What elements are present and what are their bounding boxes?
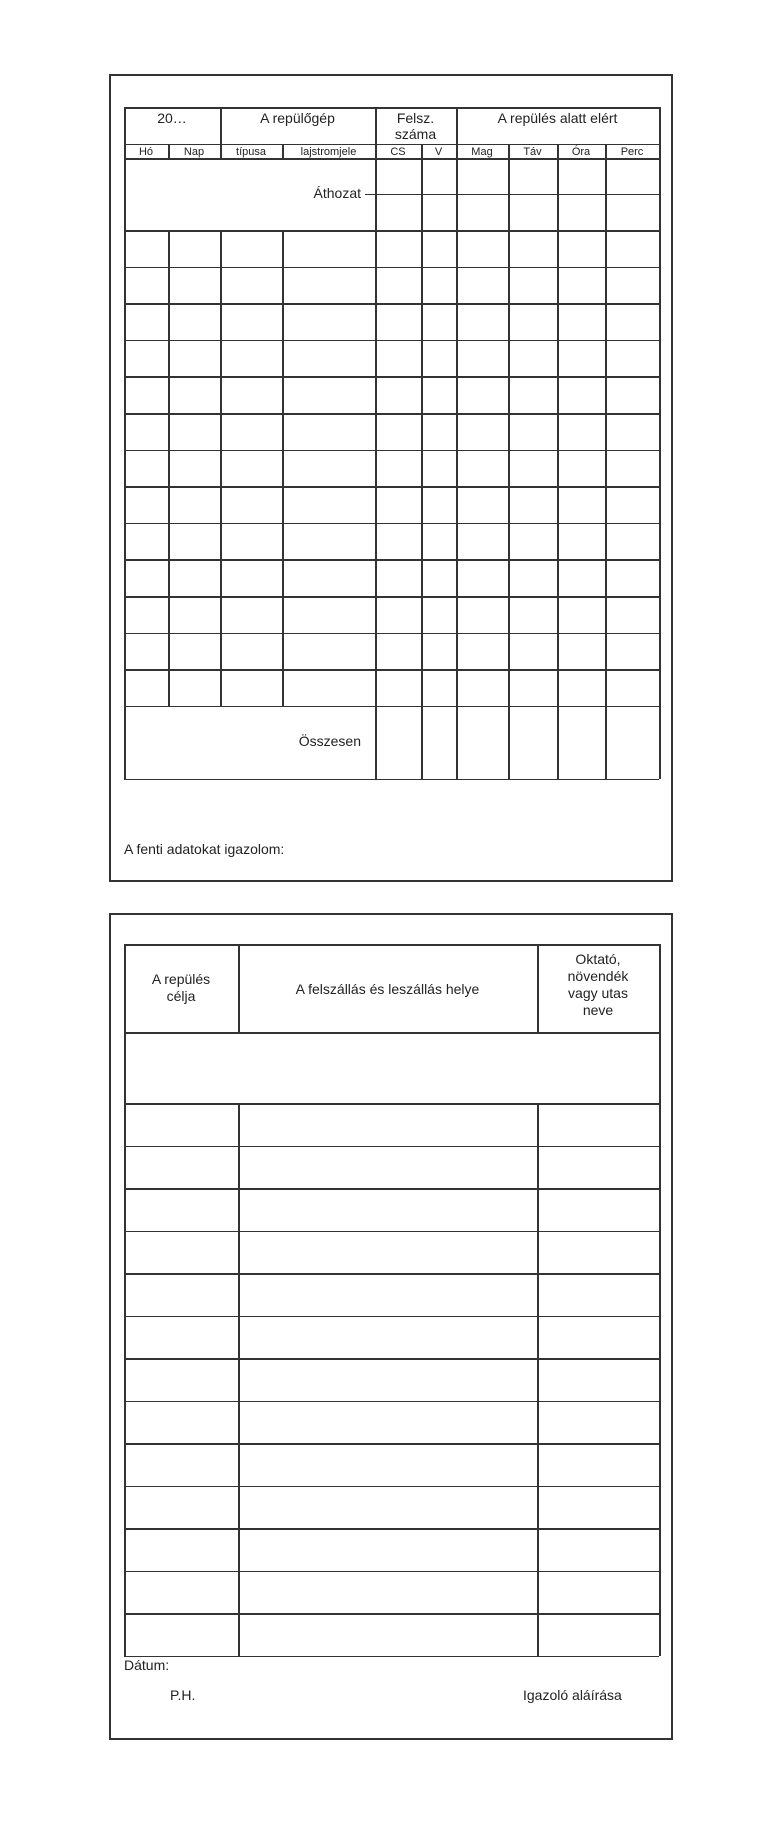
logbook-page-front	[109, 74, 673, 882]
log-cell[interactable]	[559, 415, 604, 449]
log-cell[interactable]	[458, 598, 507, 632]
purpose-header-line2: célja	[166, 988, 196, 1004]
log-cell[interactable]	[559, 635, 604, 669]
log-cell[interactable]	[377, 488, 420, 522]
table-border-right	[659, 107, 661, 779]
log-cell[interactable]	[510, 378, 556, 412]
stamp-label: P.H.	[170, 1687, 196, 1703]
detail-cell[interactable]	[240, 1530, 536, 1570]
detail-cell[interactable]	[240, 1105, 536, 1145]
log-cell[interactable]	[284, 342, 374, 376]
person-header-line4: neve	[582, 1002, 614, 1018]
log-cell[interactable]	[423, 598, 455, 632]
header-divider	[537, 944, 539, 1032]
log-cell[interactable]	[458, 269, 507, 303]
log-cell[interactable]	[458, 378, 507, 412]
log-cell[interactable]	[126, 269, 167, 303]
flight-achieved-header: A repülés alatt elért	[497, 110, 618, 126]
detail-cell[interactable]	[539, 1148, 658, 1188]
carry-stub-line	[365, 194, 375, 195]
header-group-divider	[220, 107, 222, 144]
subheader-divider	[220, 144, 222, 158]
log-cell[interactable]	[423, 378, 455, 412]
log-cell[interactable]	[607, 671, 658, 705]
log-cell[interactable]	[423, 342, 455, 376]
signature-label: Igazoló aláírása	[523, 1687, 622, 1703]
detail-cell[interactable]	[539, 1445, 658, 1485]
log-cell[interactable]	[423, 561, 455, 595]
log-cell[interactable]	[458, 635, 507, 669]
log-cell[interactable]	[423, 415, 455, 449]
detail-cell[interactable]	[126, 1318, 237, 1358]
detail-cell[interactable]	[240, 1275, 536, 1315]
log-cell[interactable]	[222, 305, 281, 339]
header-group-divider	[456, 107, 458, 144]
subheader-divider	[456, 144, 458, 158]
detail-cell[interactable]	[126, 1105, 237, 1145]
log-cell[interactable]	[222, 561, 281, 595]
subheader-divider	[168, 144, 170, 158]
detail-cell[interactable]	[240, 1190, 536, 1230]
subheader-hour: Óra	[571, 146, 591, 158]
log-cell[interactable]	[510, 269, 556, 303]
person-header: Oktató,	[575, 951, 621, 967]
log-cell[interactable]	[458, 342, 507, 376]
subheader-type: típusa	[236, 146, 266, 158]
detail-cell[interactable]	[539, 1403, 658, 1443]
detail-cell[interactable]	[126, 1488, 237, 1528]
header-divider	[238, 944, 240, 1032]
log-cell[interactable]	[423, 452, 455, 486]
detail-cell[interactable]	[240, 1233, 536, 1273]
log-cell[interactable]	[423, 671, 455, 705]
log-cell[interactable]	[559, 452, 604, 486]
log-cell[interactable]	[510, 488, 556, 522]
log-cell[interactable]	[510, 598, 556, 632]
log-cell[interactable]	[377, 269, 420, 303]
log-cell[interactable]	[126, 452, 167, 486]
log-cell[interactable]	[377, 635, 420, 669]
log-cell[interactable]	[170, 561, 219, 595]
log-cell[interactable]	[126, 561, 167, 595]
header-group-divider	[375, 107, 377, 144]
log-cell[interactable]	[607, 305, 658, 339]
detail-cell[interactable]	[539, 1615, 658, 1655]
log-cell[interactable]	[284, 452, 374, 486]
detail-cell[interactable]	[126, 1573, 237, 1613]
place-header: A felszállás és leszállás helye	[295, 981, 480, 997]
log-cell[interactable]	[458, 488, 507, 522]
detail-cell[interactable]	[240, 1360, 536, 1400]
log-cell[interactable]	[458, 452, 507, 486]
log-cell[interactable]	[126, 488, 167, 522]
table-border-bottom	[124, 779, 659, 781]
log-cell[interactable]	[510, 525, 556, 559]
log-cell[interactable]	[170, 598, 219, 632]
person-header-line3: vagy utas	[568, 985, 628, 1001]
log-cell[interactable]	[607, 452, 658, 486]
detail-cell[interactable]	[539, 1275, 658, 1315]
log-cell[interactable]	[222, 671, 281, 705]
detail-cell[interactable]	[126, 1403, 237, 1443]
log-cell[interactable]	[510, 305, 556, 339]
detail-cell[interactable]	[539, 1233, 658, 1273]
subheader-day: Nap	[183, 146, 205, 158]
detail-cell[interactable]	[539, 1530, 658, 1570]
log-cell[interactable]	[284, 525, 374, 559]
log-cell[interactable]	[170, 452, 219, 486]
subheader-v: V	[434, 146, 443, 158]
log-cell[interactable]	[284, 232, 374, 266]
log-cell[interactable]	[170, 269, 219, 303]
log-cell[interactable]	[170, 305, 219, 339]
log-cell[interactable]	[607, 269, 658, 303]
log-cell[interactable]	[284, 671, 374, 705]
detail-cell[interactable]	[240, 1403, 536, 1443]
log-cell[interactable]	[222, 378, 281, 412]
log-cell[interactable]	[423, 488, 455, 522]
log-cell[interactable]	[222, 488, 281, 522]
log-cell[interactable]	[510, 635, 556, 669]
subheader-divider	[605, 144, 607, 158]
log-cell[interactable]	[284, 415, 374, 449]
log-cell[interactable]	[126, 305, 167, 339]
log-cell[interactable]	[126, 378, 167, 412]
log-cell[interactable]	[510, 671, 556, 705]
log-cell[interactable]	[377, 561, 420, 595]
log-cell[interactable]	[126, 671, 167, 705]
log-cell[interactable]	[423, 635, 455, 669]
log-cell[interactable]	[607, 488, 658, 522]
log-cell[interactable]	[284, 635, 374, 669]
log-cell[interactable]	[222, 452, 281, 486]
log-cell[interactable]	[170, 635, 219, 669]
detail-cell[interactable]	[240, 1318, 536, 1358]
detail-cell[interactable]	[240, 1573, 536, 1613]
takeoff-header-count: száma	[394, 126, 437, 142]
log-cell[interactable]	[607, 342, 658, 376]
log-cell[interactable]	[284, 269, 374, 303]
subheader-altitude: Mag	[471, 146, 493, 158]
log-cell[interactable]	[222, 598, 281, 632]
log-cell[interactable]	[559, 378, 604, 412]
detail-cell[interactable]	[126, 1275, 237, 1315]
log-cell[interactable]	[126, 232, 167, 266]
table-border-right	[659, 944, 661, 1656]
detail-cell[interactable]	[126, 1148, 237, 1188]
log-cell[interactable]	[423, 269, 455, 303]
log-cell[interactable]	[607, 561, 658, 595]
log-cell[interactable]	[377, 415, 420, 449]
log-cell[interactable]	[607, 415, 658, 449]
header-bottom	[124, 1032, 659, 1034]
log-cell[interactable]	[170, 378, 219, 412]
date-label: Dátum:	[124, 1657, 170, 1673]
table-border-top	[124, 944, 659, 946]
log-cell[interactable]	[510, 232, 556, 266]
log-cell[interactable]	[377, 342, 420, 376]
log-cell[interactable]	[423, 305, 455, 339]
log-cell[interactable]	[170, 232, 219, 266]
log-cell[interactable]	[377, 598, 420, 632]
log-cell[interactable]	[559, 561, 604, 595]
log-cell[interactable]	[126, 598, 167, 632]
log-cell[interactable]	[170, 415, 219, 449]
log-cell[interactable]	[126, 415, 167, 449]
log-cell[interactable]	[559, 488, 604, 522]
log-cell[interactable]	[377, 305, 420, 339]
log-cell[interactable]	[222, 269, 281, 303]
detail-cell[interactable]	[539, 1488, 658, 1528]
log-cell[interactable]	[126, 342, 167, 376]
detail-cell[interactable]	[126, 1530, 237, 1570]
detail-cell[interactable]	[126, 1190, 237, 1230]
log-cell[interactable]	[510, 415, 556, 449]
subheader-divider	[421, 144, 423, 158]
log-cell[interactable]	[222, 635, 281, 669]
subheader-divider	[282, 144, 284, 158]
detail-cell[interactable]	[126, 1360, 237, 1400]
detail-cell[interactable]	[126, 1615, 237, 1655]
detail-cell[interactable]	[240, 1488, 536, 1528]
log-cell[interactable]	[222, 415, 281, 449]
log-cell[interactable]	[607, 378, 658, 412]
table-border-top	[124, 107, 659, 109]
year-header: 20…	[157, 110, 187, 126]
log-cell[interactable]	[458, 671, 507, 705]
certify-text: A fenti adatokat igazolom:	[124, 841, 285, 857]
log-cell[interactable]	[222, 232, 281, 266]
log-cell[interactable]	[559, 671, 604, 705]
detail-cell[interactable]	[240, 1615, 536, 1655]
logbook-page-back	[109, 913, 673, 1740]
header-divider	[124, 144, 659, 145]
log-cell[interactable]	[284, 488, 374, 522]
detail-cell[interactable]	[240, 1148, 536, 1188]
aircraft-header: A repülőgép	[260, 110, 335, 126]
log-cell[interactable]	[510, 342, 556, 376]
log-cell[interactable]	[458, 415, 507, 449]
log-cell[interactable]	[510, 561, 556, 595]
log-cell[interactable]	[284, 561, 374, 595]
detail-cell[interactable]	[126, 1233, 237, 1273]
carry-over-label: Áthozat	[313, 185, 361, 201]
subheader-registration: lajstromjele	[300, 146, 357, 158]
log-cell[interactable]	[559, 232, 604, 266]
row-divider	[124, 1656, 659, 1658]
detail-cell[interactable]	[240, 1445, 536, 1485]
subheader-month: Hó	[138, 146, 154, 158]
detail-cell[interactable]	[539, 1360, 658, 1400]
log-cell[interactable]	[423, 525, 455, 559]
log-cell[interactable]	[126, 525, 167, 559]
carry-subrow-line	[375, 194, 659, 195]
detail-cell[interactable]	[126, 1445, 237, 1485]
purpose-header: A repülés	[151, 971, 211, 987]
log-cell[interactable]	[284, 305, 374, 339]
subheader-divider	[375, 144, 377, 158]
person-header-line2: növendék	[567, 968, 629, 984]
log-cell[interactable]	[377, 378, 420, 412]
detail-cell[interactable]	[539, 1573, 658, 1613]
log-cell[interactable]	[377, 525, 420, 559]
log-cell[interactable]	[607, 635, 658, 669]
total-label: Összesen	[298, 733, 361, 750]
log-cell[interactable]	[559, 525, 604, 559]
log-cell[interactable]	[458, 525, 507, 559]
log-cell[interactable]	[170, 525, 219, 559]
log-cell[interactable]	[559, 342, 604, 376]
log-cell[interactable]	[559, 598, 604, 632]
subheader-minute: Perc	[620, 146, 644, 158]
log-cell[interactable]	[559, 305, 604, 339]
subheader-divider	[508, 144, 510, 158]
log-cell[interactable]	[126, 635, 167, 669]
log-cell[interactable]	[377, 232, 420, 266]
detail-cell[interactable]	[539, 1190, 658, 1230]
log-cell[interactable]	[284, 378, 374, 412]
log-cell[interactable]	[222, 342, 281, 376]
row-divider	[124, 706, 659, 708]
log-cell[interactable]	[377, 452, 420, 486]
log-cell[interactable]	[170, 342, 219, 376]
log-cell[interactable]	[607, 598, 658, 632]
log-cell[interactable]	[607, 525, 658, 559]
log-cell[interactable]	[458, 561, 507, 595]
header-bottom	[124, 158, 659, 160]
log-cell[interactable]	[222, 525, 281, 559]
log-cell[interactable]	[170, 671, 219, 705]
takeoff-header: Felsz.	[396, 110, 435, 126]
subheader-distance: Táv	[523, 146, 542, 158]
subheader-cs: CS	[390, 146, 406, 158]
subheader-divider	[557, 144, 559, 158]
log-cell[interactable]	[458, 232, 507, 266]
detail-cell[interactable]	[539, 1105, 658, 1145]
log-cell[interactable]	[559, 269, 604, 303]
log-cell[interactable]	[607, 232, 658, 266]
log-cell[interactable]	[423, 232, 455, 266]
log-cell[interactable]	[377, 671, 420, 705]
detail-cell[interactable]	[539, 1318, 658, 1358]
log-cell[interactable]	[510, 452, 556, 486]
log-cell[interactable]	[284, 598, 374, 632]
log-cell[interactable]	[458, 305, 507, 339]
log-cell[interactable]	[170, 488, 219, 522]
